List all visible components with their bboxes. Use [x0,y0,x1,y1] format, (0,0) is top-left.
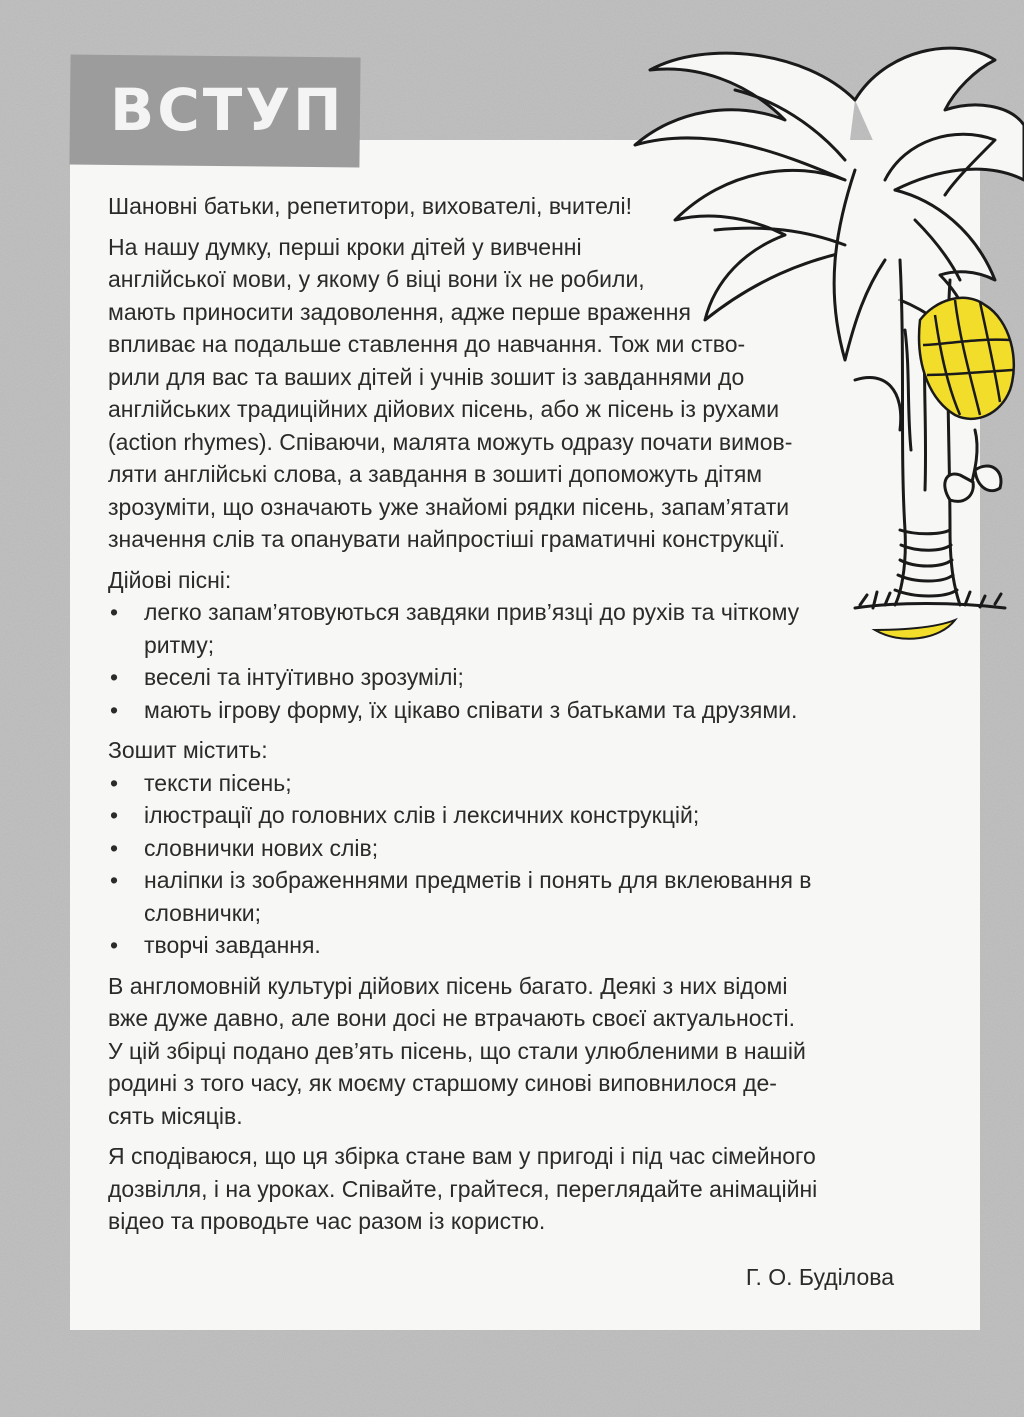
text-line: В англомовній культурі дійових пісень багато. Деякі з них відомі [108,972,788,999]
intro-paragraph [108,231,898,556]
list-item: • творчі завдання. [108,929,908,962]
text-line: мають приносити задоволення, адже перше враження [108,298,691,325]
text-line: впливає на подальше ставлення до навчання. Тож ми ство- [108,331,746,357]
bullet: • [110,599,119,625]
text-line: англійських традиційних дійових пісень, або ж пісень із рухами [108,396,780,422]
text-line: ляти англійські слова, а завдання в зошиті допоможуть дітям [108,461,763,487]
bullet: • [110,834,119,861]
text-line: рили для вас та ваших дітей і учнів зошит із завданнями до [108,363,745,390]
text-line: Я сподіваюся, що ця збірка стане вам у пригоді і під час сімейного [108,1143,816,1169]
text-line: вже дуже давно, але вони досі не втрачають своєї актуальності. [108,1005,796,1031]
list-item: • мають ігрову форму, їх цікаво співати з батьками та друзями. [108,694,908,727]
workbook-list [108,767,908,962]
bullet: • [110,867,119,893]
list-item: • словнички нових слів; [108,832,908,865]
closing-paragraph [108,1140,908,1238]
text-line: англійської мови, у якому б віці вони їх не робили, [108,266,645,292]
text-line: дозвілля, і на уроках. Співайте, грайтеся, переглядайте анімаційні [108,1175,818,1202]
songs-heading: Дійові пісні: [108,566,232,593]
text-line: відео та проводьте час разом із користю. [108,1208,546,1234]
bullet: • [110,769,119,796]
culture-paragraph [108,970,908,1133]
text-line: На нашу думку, перші кроки дітей у вивченні [108,233,582,260]
list-item: • наліпки із зображеннями предметів і понять для вклеювання в словнички; [108,864,904,929]
text-line: родині з того часу, як моєму старшому синові виповнилося де- [108,1070,777,1096]
text-line: зрозуміти, що означають уже знайомі рядки пісень, запам’ятати [108,493,790,520]
text-line: значення слів та опанувати найпростіші граматичні конструкції. [108,526,786,552]
text-line: (action rhymes). Співаючи, малята можуть одразу почати вимов- [108,428,793,455]
bullet: • [110,802,119,828]
bullet: • [110,664,119,690]
bullet: • [110,696,119,723]
main-text [108,190,908,1246]
text-line: сять місяців. [108,1102,243,1129]
songs-list [108,596,908,726]
list-item: • легко запам’ятовуються завдяки прив’язці до рухів та чіткому ритму; [108,596,834,661]
list-item: • тексти пісень; [108,767,908,800]
bullet: • [110,932,119,958]
text-line: У цій збірці подано дев’ять пісень, що стали улюбленими в нашій [108,1037,806,1064]
page-title: ВСТУП [110,76,345,144]
workbook-heading: Зошит містить: [108,737,268,763]
author-signature: Г. О. Буділова [745,1264,894,1290]
list-item: • ілюстрації до головних слів і лексичних конструкцій; [108,799,908,832]
list-item: • веселі та інтуїтивно зрозумілі; [108,661,908,694]
greeting: Шановні батьки, репетитори, вихователі, вчителі! [108,193,633,219]
